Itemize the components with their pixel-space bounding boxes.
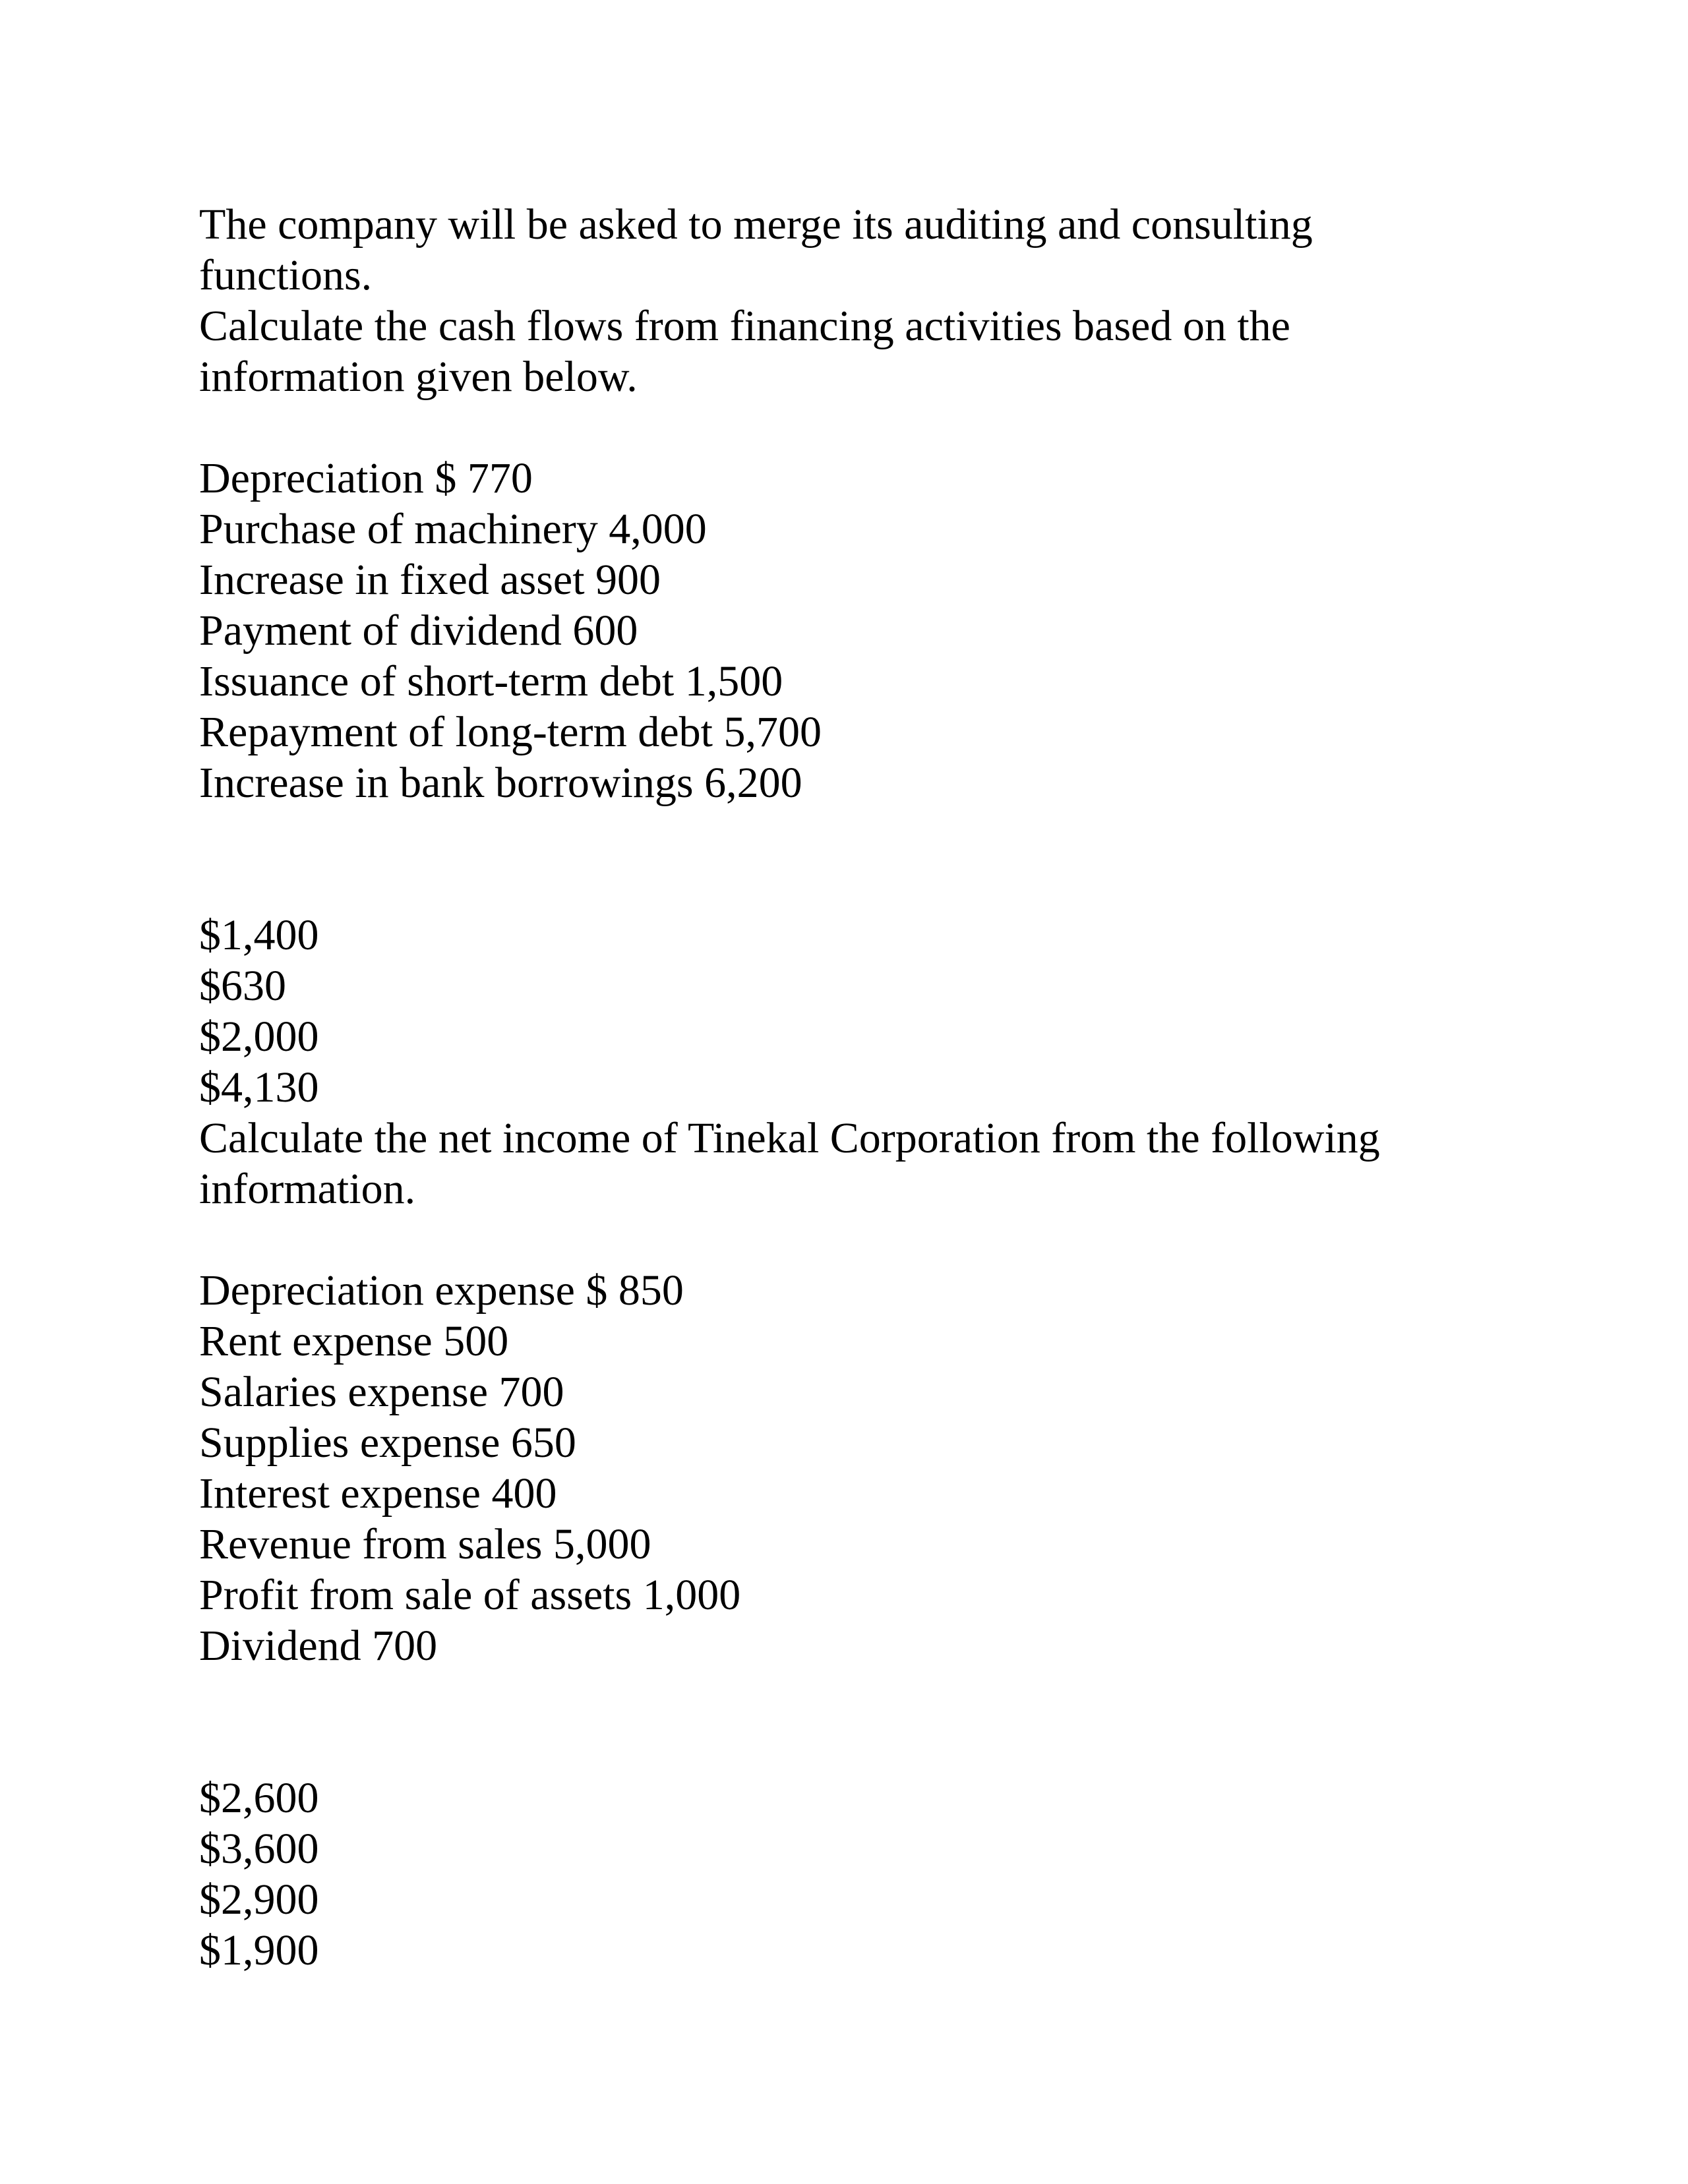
question-2-item: Rent expense 500 bbox=[199, 1317, 509, 1365]
question-1-item: Depreciation $ 770 bbox=[199, 454, 533, 502]
question-1-options bbox=[199, 910, 1518, 1113]
question-2-item: Depreciation expense $ 850 bbox=[199, 1266, 684, 1314]
question-1-item: Repayment of long-term debt 5,700 bbox=[199, 708, 822, 756]
question-1-item: Increase in fixed asset 900 bbox=[199, 556, 661, 604]
question-2-intro-line: Calculate the net income of Tinekal Corporation from the following bbox=[199, 1114, 1380, 1162]
question-2-option: $2,900 bbox=[199, 1875, 319, 1924]
question-1-intro-line: Calculate the cash flows from financing activities based on the bbox=[199, 302, 1290, 350]
spacer bbox=[199, 1671, 1518, 1773]
question-2-option: $3,600 bbox=[199, 1825, 319, 1873]
question-1-intro-line: The company will be asked to merge its auditing and consulting bbox=[199, 200, 1313, 249]
question-2-item: Supplies expense 650 bbox=[199, 1419, 576, 1467]
question-1-option: $1,400 bbox=[199, 911, 319, 959]
question-2-item: Revenue from sales 5,000 bbox=[199, 1520, 651, 1568]
question-2-item: Dividend 700 bbox=[199, 1622, 438, 1670]
question-1-intro-line: functions. bbox=[199, 251, 373, 299]
question-2-option: $1,900 bbox=[199, 1926, 319, 1974]
question-2 bbox=[199, 1113, 1518, 1976]
spacer bbox=[199, 402, 1518, 453]
question-1 bbox=[199, 199, 1518, 1113]
question-1-items bbox=[199, 453, 1518, 808]
question-2-items bbox=[199, 1265, 1518, 1671]
question-2-intro-line: information. bbox=[199, 1165, 416, 1213]
question-1-item: Increase in bank borrowings 6,200 bbox=[199, 759, 802, 807]
question-1-intro-line: information given below. bbox=[199, 353, 638, 401]
question-1-option: $4,130 bbox=[199, 1063, 319, 1111]
question-2-option: $2,600 bbox=[199, 1774, 319, 1822]
spacer bbox=[199, 1214, 1518, 1265]
question-1-option: $630 bbox=[199, 962, 286, 1010]
question-2-item: Salaries expense 700 bbox=[199, 1368, 564, 1416]
question-2-item: Profit from sale of assets 1,000 bbox=[199, 1571, 741, 1619]
spacer bbox=[199, 808, 1518, 910]
question-2-item: Interest expense 400 bbox=[199, 1469, 557, 1518]
question-2-options bbox=[199, 1773, 1518, 1976]
document-page bbox=[199, 199, 1518, 1976]
question-1-item: Issuance of short-term debt 1,500 bbox=[199, 657, 783, 705]
question-1-option: $2,000 bbox=[199, 1013, 319, 1061]
question-1-item: Payment of dividend 600 bbox=[199, 606, 638, 655]
question-1-item: Purchase of machinery 4,000 bbox=[199, 505, 707, 553]
